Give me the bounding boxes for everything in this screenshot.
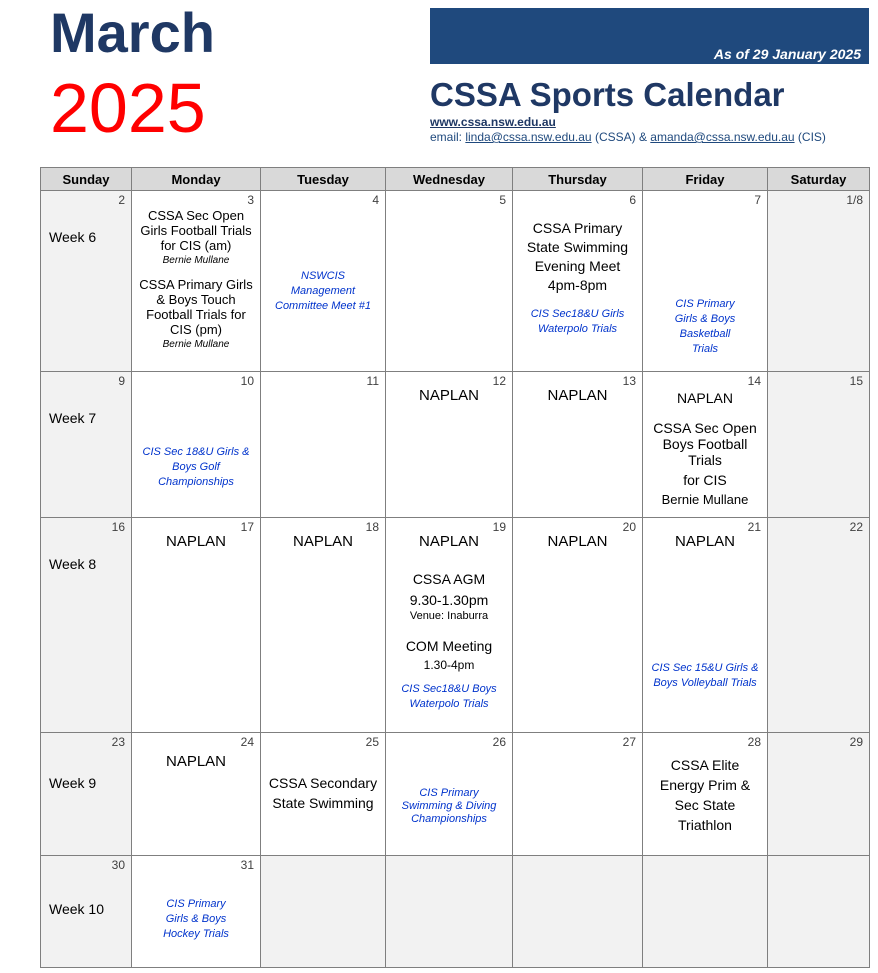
day-number: 3 [247,193,254,207]
day-cell [513,856,643,968]
day-cell [261,518,386,733]
week-row [41,191,870,372]
week-label: Week 10 [49,901,104,917]
day-header-tuesday: Tuesday [261,168,386,191]
event-text: CIS Primary Girls & Boys Basketball Trials [674,298,736,355]
event-text: for CIS [683,472,727,488]
day-cell [132,372,261,518]
day-cell [643,518,768,733]
event-text: NAPLAN [676,390,734,406]
day-cell [768,518,870,733]
day-cell [386,856,513,968]
day-number: 7 [754,193,761,207]
day-number: 20 [622,520,636,534]
event-text: CSSA Primary State Swimming Evening Meet 4pm-8pm [526,220,629,293]
event-text: NAPLAN [292,533,354,550]
day-header-sunday: Sunday [41,168,132,191]
day-number: 6 [629,193,636,207]
day-number: 18 [365,520,379,534]
week-row [41,372,870,518]
day-number: 23 [111,735,125,749]
day-number: 11 [366,374,379,388]
week-label: Week 7 [49,410,97,426]
event-text: CSSA Sec Open Boys Football Trials [653,420,757,468]
day-cell [643,191,768,372]
as-of-date: As of 29 January 2025 [713,46,861,62]
email-cis-tag: (CIS) [794,130,826,144]
year-title: 2025 [50,69,206,147]
day-number: 2 [118,193,125,207]
day-cell [132,518,261,733]
day-cell [41,372,132,518]
event-text: COM Meeting [405,638,493,654]
day-cell [768,191,870,372]
event-text: CSSA Sec Open Girls Football Trials for CIS (am) [140,208,252,253]
event-text: CIS Sec18&U Boys Waterpolo Trials [401,683,497,710]
day-header-wednesday: Wednesday [386,168,513,191]
event-text: CSSA Primary Girls & Boys Touch Football Trials for CIS (pm) [139,277,253,337]
email-cssa-link[interactable]: linda@cssa.nsw.edu.au [465,130,592,144]
event-text: CIS Primary Swimming & Diving Championships [401,787,497,825]
day-cell [768,733,870,856]
day-cell [386,518,513,733]
day-cell [261,856,386,968]
event-text: 1.30-4pm [423,658,475,672]
event-text: CIS Sec 18&U Girls & Boys Golf Championships [142,446,250,488]
event-text: CSSA Elite Energy Prim & Sec State Triathlon [659,757,751,833]
day-number: 1/8 [846,193,863,207]
day-header-monday: Monday [132,168,261,191]
day-number: 21 [747,520,761,534]
email-line [430,130,826,144]
calendar-grid [40,167,870,968]
day-number: 28 [747,735,761,749]
day-cell [132,733,261,856]
day-cell [261,191,386,372]
day-number: 25 [365,735,379,749]
event-text: NAPLAN [547,387,608,404]
day-number: 9 [118,374,125,388]
header-banner [430,8,869,64]
day-cell [643,733,768,856]
event-text: CSSA Secondary State Swimming [268,775,378,811]
day-cell [386,733,513,856]
day-cell [513,372,643,518]
day-cell [768,856,870,968]
day-number: 4 [372,193,379,207]
day-number: 30 [111,858,125,872]
event-text: CIS Sec 15&U Girls & Boys Volleyball Trials [651,662,759,689]
event-text: NSWCIS Management Committee Meet #1 [275,270,371,312]
day-number: 16 [111,520,125,534]
week-row [41,856,870,968]
day-cell [132,856,261,968]
day-header-saturday: Saturday [768,168,870,191]
event-text: NAPLAN [418,387,480,404]
event-text: CIS Primary Girls & Boys Hockey Trials [163,898,229,940]
day-header-friday: Friday [643,168,768,191]
event-contact: Bernie Mullane [162,255,230,266]
day-number: 26 [492,735,506,749]
day-cell [261,733,386,856]
calendar-title: CSSA Sports Calendar [430,76,785,113]
day-cell [41,518,132,733]
event-text: CIS Sec18&U Girls Waterpolo Trials [530,308,625,335]
day-cell [132,191,261,372]
day-cell [513,191,643,372]
day-cell [768,372,870,518]
event-contact: Bernie Mullane [661,492,749,507]
day-number: 19 [492,520,506,534]
event-text: NAPLAN [674,533,736,550]
day-cell [41,856,132,968]
day-number: 12 [492,374,506,388]
week-label: Week 8 [49,556,97,572]
day-cell [643,372,768,518]
day-cell [513,733,643,856]
day-cell [643,856,768,968]
event-text: Venue: Inaburra [409,610,489,622]
week-label: Week 9 [49,775,97,791]
website-link[interactable]: www.cssa.nsw.edu.au [430,115,556,129]
day-number: 29 [849,735,863,749]
day-header-row [41,168,870,191]
event-text: CSSA AGM [412,571,486,587]
email-cis-link[interactable]: amanda@cssa.nsw.edu.au [650,130,795,144]
day-number: 5 [499,193,506,207]
day-cell [386,191,513,372]
day-header-thursday: Thursday [513,168,643,191]
day-number: 14 [747,374,761,388]
week-label: Week 6 [49,229,97,245]
week-row [41,733,870,856]
event-text: 9.30-1.30pm [409,592,489,608]
day-number: 13 [622,374,636,388]
event-text: NAPLAN [547,533,608,550]
event-text: NAPLAN [418,533,480,550]
day-number: 15 [849,374,863,388]
event-text: NAPLAN [165,753,227,770]
day-number: 27 [622,735,636,749]
event-text: NAPLAN [165,533,227,550]
day-number: 31 [240,858,254,872]
day-cell [261,372,386,518]
day-cell [41,733,132,856]
email-prefix: email: [430,130,466,144]
day-cell [41,191,132,372]
day-cell [513,518,643,733]
event-contact: Bernie Mullane [162,339,230,350]
day-number: 17 [240,520,254,534]
day-number: 22 [849,520,863,534]
email-cssa-tag: (CSSA) & [591,130,651,144]
day-number: 10 [240,374,254,388]
month-title: March [50,1,215,64]
day-cell [386,372,513,518]
week-row [41,518,870,733]
day-number: 24 [240,735,254,749]
